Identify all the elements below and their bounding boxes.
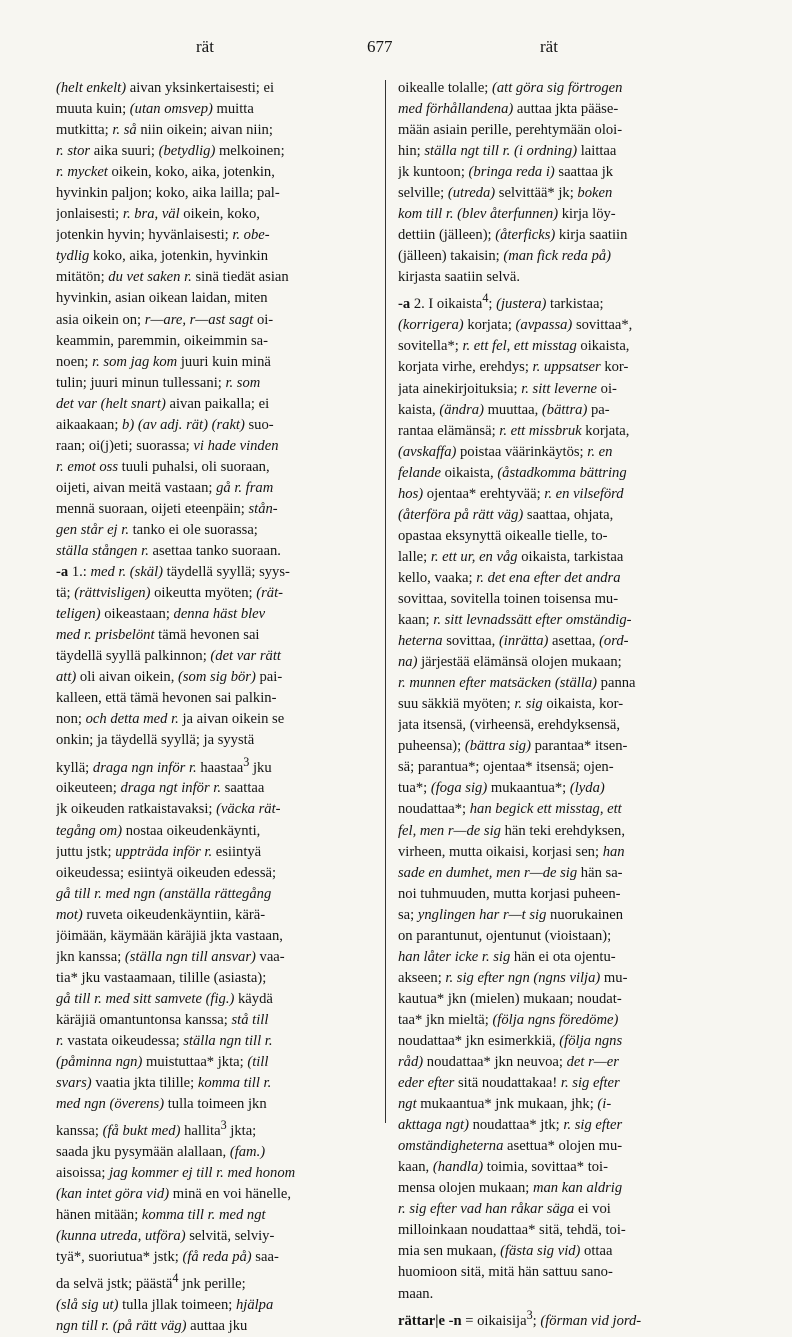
text-line: jata itsensä, (virheensä, erehdyksensä, xyxy=(398,717,621,734)
text-line: sovitella*; r. ett fel, ett misstag oikaista, xyxy=(398,338,630,355)
text-line: na) järjestää elämänsä olojen mukaan; xyxy=(398,654,622,671)
text-line: -a 2. I oikaista$^4$; (justera) tarkistaa; xyxy=(398,291,604,313)
text-line: (jälleen) takaisin; (man fick reda på) xyxy=(398,248,612,265)
text-line: jonlaisesti; r. bra, väl oikein, koko, xyxy=(56,206,260,223)
text-line: med ngn (överens) tulla toimeen jkn xyxy=(56,1096,267,1113)
text-line: suu säkkiä myöten; r. sig oikaista, kor- xyxy=(398,696,624,713)
right-guide-word: rät xyxy=(540,37,558,56)
text-line: oikeuteen; draga ngt inför r. saattaa xyxy=(56,780,265,797)
text-line: ngt mukaantua* jnk mukaan, jhk; (i- xyxy=(398,1096,612,1113)
text-line: jata ainekirjoituksia; r. sitt leverne oi- xyxy=(398,380,617,397)
text-line: täydellä syyllä palkinnon; (det var rätt xyxy=(56,648,281,665)
text-line: on parantunut, ojentunut (vioistaan); xyxy=(398,927,612,944)
text-line: kautua* jkn (mielen) mukaan; noudat- xyxy=(398,990,622,1007)
text-line: gen står ej r. tanko ei ole suorassa; xyxy=(56,521,258,538)
text-line: med r. prisbelönt tämä hevonen sai xyxy=(56,627,260,644)
text-line: saada jku pysymään alallaan, (fam.) xyxy=(56,1144,266,1161)
text-line: felande oikaista, (åstadkomma bättring xyxy=(398,464,627,481)
text-line: asia oikein on; r—are, r—ast sagt oi- xyxy=(56,311,274,328)
text-line: r. sig efter vad han råkar säga ei voi xyxy=(398,1201,611,1218)
text-line: mutkitta; r. så niin oikein; aivan niin; xyxy=(56,122,273,139)
text-line: kom till r. (blev återfunnen) kirja löy- xyxy=(398,206,616,223)
text-line: gå till r. med ngn (anställa rättegång xyxy=(56,885,272,902)
text-line: r. stor aika suuri; (betydlig) melkoinen; xyxy=(56,143,285,160)
text-line: kaista, (ändra) muuttaa, (bättra) pa- xyxy=(398,401,610,418)
text-line: da selvä jstk; päästä$^4$ jnk perille; xyxy=(56,1271,246,1293)
text-line: (återföra på rätt väg) saattaa, ohjata, xyxy=(398,506,614,523)
page-header xyxy=(0,37,792,61)
text-line: jk kuntoon; (bringa reda i) saattaa jk xyxy=(398,164,614,181)
text-line: aisoissa; jag kommer ej till r. med honom xyxy=(56,1165,296,1182)
text-line: (påminna ngn) muistuttaa* jkta; (till xyxy=(56,1054,269,1071)
text-line: gå till r. med sitt samvete (fig.) käydä xyxy=(56,990,273,1007)
text-line: noudattaa*; han begick ett misstag, ett xyxy=(398,801,622,818)
text-line: sovittaa, sovitella toinen toisensa mu- xyxy=(398,590,619,607)
text-line: (avskaffa) poistaa väärinkäytös; r. en xyxy=(398,443,613,460)
text-line: r. mycket oikein, koko, aika, jotenkin, xyxy=(56,164,275,181)
text-line: sade en dumhet, men r—de sig hän sa- xyxy=(398,864,623,881)
text-line: han låter icke r. sig hän ei ota ojentu- xyxy=(398,948,616,965)
text-line: (korrigera) korjata; (avpassa) sovittaa*, xyxy=(398,317,633,334)
text-line: kalleen, että tämä hevonen sai palkin- xyxy=(56,690,277,707)
text-line: juttu jstk; uppträda inför r. esiintyä xyxy=(56,843,262,860)
text-line: r. emot oss tuuli puhalsi, oli suoraan, xyxy=(56,458,270,475)
text-line: muuta kuin; (utan omsvep) muitta xyxy=(56,101,254,118)
text-line: mot) ruveta oikeudenkäyntiin, kärä- xyxy=(56,906,266,923)
text-line: hin; ställa ngt till r. (i ordning) laittaa xyxy=(398,143,617,160)
text-line: tä; (rättvisligen) oikeutta myöten; (rät- xyxy=(56,585,284,602)
text-line: raan; oi(j)eti; suorassa; vi hade vinden xyxy=(56,437,279,454)
text-line: hyvinkin paljon; koko, aika lailla; pal- xyxy=(56,185,280,202)
text-line: det var (helt snart) aivan paikalla; ei xyxy=(56,395,270,412)
text-line: akseen; r. sig efter ngn (ngns vilja) mu- xyxy=(398,969,628,986)
text-line: selville; (utreda) selvittää* jk; boken xyxy=(398,185,613,202)
text-line: non; och detta med r. ja aivan oikein se xyxy=(56,711,285,728)
text-line: oikealle tolalle; (att göra sig förtrogen xyxy=(398,80,623,96)
text-line: (kunna utreda, utföra) selvitä, selviy- xyxy=(56,1228,275,1245)
text-line: teligen) oikeastaan; denna häst blev xyxy=(56,606,266,623)
text-line: opastaa eksynyttä oikealle tielle, to- xyxy=(398,527,608,544)
text-line: jk oikeuden ratkaistavaksi; (väcka rät- xyxy=(56,801,281,818)
text-line: korjata virhe, erehdys; r. uppsatser kor- xyxy=(398,359,629,376)
text-line: sä; parantua*; ojentaa* itsensä; ojen- xyxy=(398,759,614,776)
text-line: r. munnen efter matsäcken (ställa) panna xyxy=(398,675,636,692)
text-line: oikeudessa; esiintyä oikeuden edessä; xyxy=(56,864,277,881)
text-line: fel, men r—de sig hän teki erehdyksen, xyxy=(398,822,625,839)
text-line: aikaakaan; b) (av adj. rät) (rakt) suo- xyxy=(56,416,274,433)
text-line: tegång om) nostaa oikeudenkäynti, xyxy=(56,822,261,839)
text-line: hyvinkin, asian oikean laidan, miten xyxy=(56,290,268,307)
text-line: (helt enkelt) aivan yksinkertaisesti; ei xyxy=(56,80,275,96)
left-guide-word: rät xyxy=(196,37,214,56)
text-line: råd) noudattaa* jkn neuvoa; det r—er xyxy=(398,1054,619,1071)
text-line: noudattaa* jkn esimerkkiä, (följa ngns xyxy=(398,1032,623,1049)
text-line: (kan intet göra vid) minä en voi hänelle, xyxy=(56,1186,292,1203)
text-line: hos) ojentaa* erehtyvää; r. en vilseförd xyxy=(398,485,624,502)
text-line: akttaga ngt) noudattaa* jtk; r. sig efter xyxy=(398,1117,623,1134)
text-line: heterna sovittaa, (inrätta) asettaa, (ord- xyxy=(398,633,629,650)
text-line: puheensa); (bättra sig) parantaa* itsen- xyxy=(398,738,628,755)
text-line: (slå sig ut) tulla jllak toimeen; hjälpa xyxy=(56,1297,274,1314)
text-line: tyä*, suoriutua* jstk; (få reda på) saa- xyxy=(56,1249,279,1266)
text-line: tia* jku vastaamaan, tilille (asiasta); xyxy=(56,969,267,986)
text-line: hänen mitään; komma till r. med ngt xyxy=(56,1207,266,1224)
text-line: onkin; ja täydellä syyllä; ja syystä xyxy=(56,732,255,749)
text-line: noi tuhmuuden, mutta korjasi puheen- xyxy=(398,885,621,902)
text-line: tulin; juuri minun tullessani; r. som xyxy=(56,374,261,391)
text-line: maan. xyxy=(398,1285,434,1302)
text-line: dettiin (jälleen); (återficks) kirja saatiin xyxy=(398,227,628,244)
text-line: ngn till r. (på rätt väg) auttaa jku xyxy=(56,1318,248,1335)
text-line: taa* jkn mieltä; (följa ngns föredöme) xyxy=(398,1011,619,1028)
text-line: rantaa elämänsä; r. ett missbruk korjata, xyxy=(398,422,630,439)
text-line: virheen, mutta oikaisi, korjasi sen; han xyxy=(398,843,625,860)
text-line: mitätön; du vet saken r. sinä tiedät asian xyxy=(56,269,289,286)
text-line: keammin, paremmin, oikeimmin sa- xyxy=(56,332,268,349)
text-line: r. vastata oikeudessa; ställa ngn till r. xyxy=(56,1032,273,1049)
text-line: milloinkaan noudattaa* sitä, tehdä, toi- xyxy=(398,1222,626,1239)
text-line: noen; r. som jag kom juuri kuin minä xyxy=(56,353,271,370)
text-line: huomioon sitä, mitä hän sattuu sano- xyxy=(398,1264,613,1281)
text-line: kyllä; draga ngn inför r. haastaa$^3$ jku xyxy=(56,754,272,776)
text-line: svars) vaatia jkta tilille; komma till r. xyxy=(56,1075,272,1092)
text-line: jöimään, käymään käräjiä jkta vastaan, xyxy=(56,927,283,944)
text-line: käräjiä omantuntonsa kanssa; stå till xyxy=(56,1011,269,1028)
text-line: jkn kanssa; (ställa ngn till ansvar) vaa- xyxy=(56,948,285,965)
text-line: tydlig koko, aika, jotenkin, hyvinkin xyxy=(56,248,269,265)
text-line: kirjasta saatiin selvä. xyxy=(398,269,520,286)
text-line: mään asiain perille, perehtymään oloi- xyxy=(398,122,623,139)
text-line: kaan; r. sitt levnadssätt efter omständig- xyxy=(398,612,632,629)
text-line: kello, vaaka; r. det ena efter det andra xyxy=(398,569,621,586)
text-line: eder efter sitä noudattakaa! r. sig efter xyxy=(398,1075,620,1092)
text-line: -a 1.: med r. (skäl) täydellä syyllä; syys- xyxy=(56,564,290,581)
text-line: rättar|e -n = oikaisija$^3$; (förman vid jord- xyxy=(398,1307,642,1329)
text-line: ställa stången r. asettaa tanko suoraan. xyxy=(56,543,281,560)
left-column xyxy=(56,78,374,1337)
text-line: mia sen mukaan, (fästa sig vid) ottaa xyxy=(398,1243,613,1260)
text-line: lalle; r. ett ur, en våg oikaista, tarkistaa xyxy=(398,548,624,565)
column-divider xyxy=(385,80,386,1123)
text-line: kaan, (handla) toimia, sovittaa* toi- xyxy=(398,1159,608,1176)
text-line: oijeti, aivan meitä vastaan; gå r. fram xyxy=(56,479,274,496)
page-number: 677 xyxy=(367,37,393,56)
text-line: jotenkin hyvin; hyvänlaisesti; r. obe- xyxy=(56,227,270,244)
text-line: sa; ynglingen har r—t sig nuorukainen xyxy=(398,906,623,923)
text-line: tua*; (foga sig) mukaantua*; (lyda) xyxy=(398,780,605,797)
text-line: med förhållandena) auttaa jkta pääse- xyxy=(398,101,619,118)
text-line: kanssa; (få bukt med) hallita$^3$ jkta; xyxy=(56,1118,257,1140)
right-column xyxy=(398,78,718,1331)
text-line: omständigheterna asettua* olojen mu- xyxy=(398,1138,623,1155)
text-line: att) oli aivan oikein, (som sig bör) pai- xyxy=(56,669,283,686)
text-line: mensa olojen mukaan; man kan aldrig xyxy=(398,1180,623,1197)
text-line: mennä suoraan, oijeti eteenpäin; stån- xyxy=(56,500,278,517)
